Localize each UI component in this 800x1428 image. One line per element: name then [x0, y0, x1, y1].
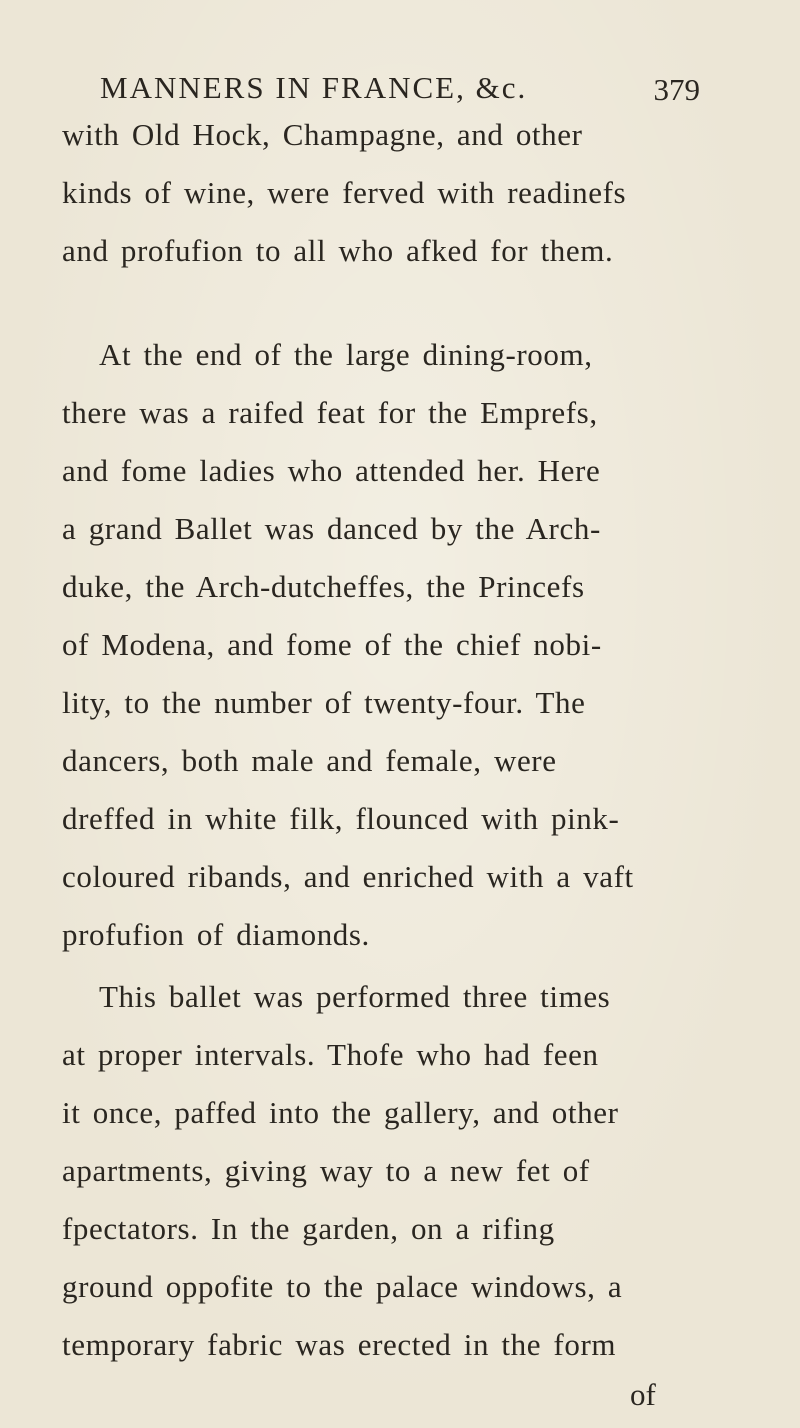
text-line: dancers, both male and female, were	[62, 743, 557, 778]
text-line: of Modena, and fome of the chief nobi-	[62, 627, 602, 662]
text-line: dreffed in white filk, flounced with pink-	[62, 801, 620, 836]
text-line: temporary fabric was erected in the form	[62, 1327, 617, 1362]
text-line: coloured ribands, and enriched with a vaft	[62, 859, 634, 894]
text-line: fpectators. In the garden, on a rifing	[62, 1211, 555, 1246]
paragraph-1	[62, 106, 662, 280]
text-line: a grand Ballet was danced by the Arch-	[62, 511, 601, 546]
catchword: of	[630, 1377, 656, 1412]
text-line: there was a raifed feat for the Emprefs,	[62, 395, 598, 430]
text-line: apartments, giving way to a new fet of	[62, 1153, 590, 1188]
running-title: MANNERS IN FRANCE, &c.	[100, 70, 528, 105]
text-line: profufion of diamonds.	[62, 917, 370, 952]
paragraph-2	[62, 326, 662, 964]
text-line: lity, to the number of twenty-four. The	[62, 685, 586, 720]
text-line: kinds of wine, were ferved with readinefs	[62, 175, 627, 210]
text-line: This ballet was performed three times	[99, 979, 611, 1014]
text-line: At the end of the large dining-room,	[99, 337, 593, 372]
text-line: duke, the Arch-dutcheffes, the Princefs	[62, 569, 585, 604]
text-line: it once, paffed into the gallery, and other	[62, 1095, 619, 1130]
text-line: at proper intervals. Thofe who had feen	[62, 1037, 599, 1072]
text-line: with Old Hock, Champagne, and other	[62, 117, 583, 152]
text-line: and fome ladies who attended her. Here	[62, 453, 601, 488]
text-line: ground oppofite to the palace windows, a	[62, 1269, 623, 1304]
text-line: and profufion to all who afked for them.	[62, 233, 614, 268]
paragraph-3	[62, 968, 662, 1374]
page-number: 379	[653, 72, 700, 107]
